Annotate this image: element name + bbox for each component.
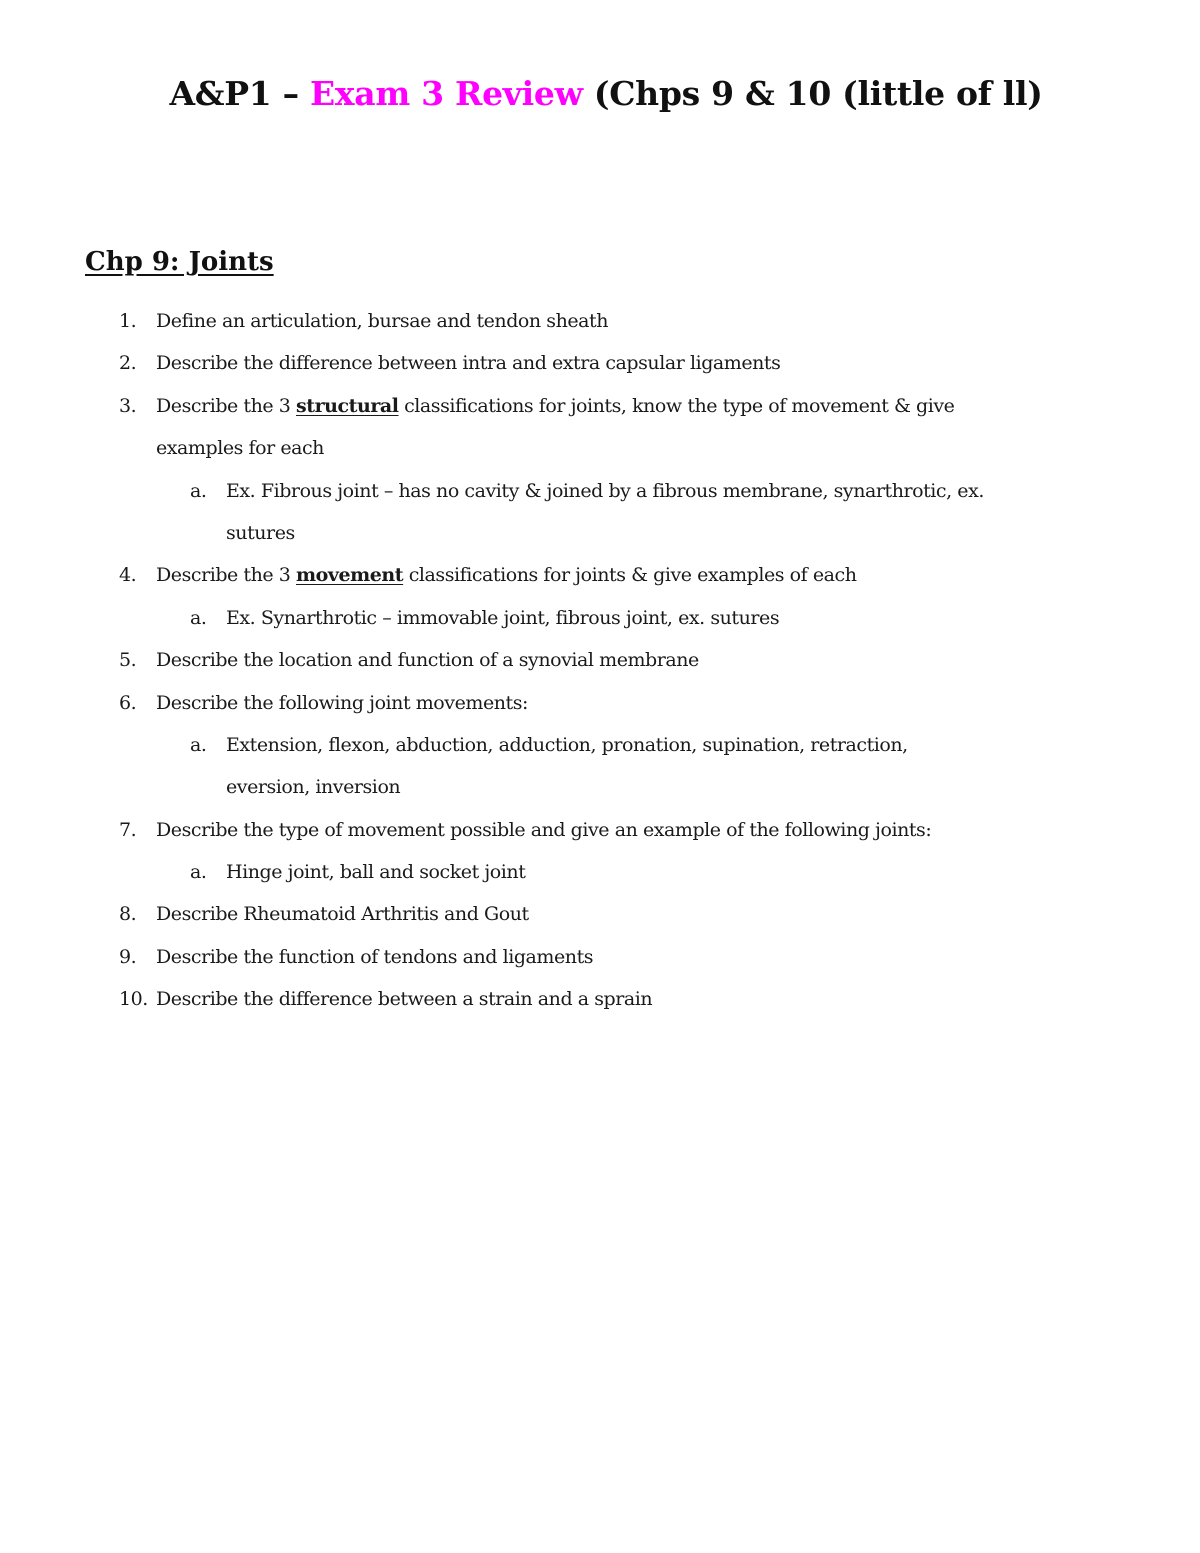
item-number: 8. [119,903,137,926]
emphasized-term: structural [296,394,399,417]
title-suffix: (Chps 9 & 10 (little of ll) [582,74,1043,113]
sub-item [0,724,1200,766]
item-text-post: classifications for joints & give examples of each [403,564,857,587]
list-item [0,385,1200,427]
item-text: Describe the difference between a strain and a sprain [156,988,653,1011]
item-number: 7. [119,818,137,841]
list-item [0,682,1200,724]
item-text: Describe the difference between intra and extra capsular ligaments [156,352,781,375]
item-text: Define an articulation, bursae and tendon sheath [156,310,609,332]
list-item [0,978,1200,1020]
sub-item [0,597,1200,639]
document-title [0,74,1200,114]
sub-item-letter: a. [190,479,207,502]
item-number: 1. [119,310,137,332]
title-prefix: A&P1 – [169,74,311,113]
list-item [0,342,1200,384]
sub-item [0,470,1200,512]
section-heading: Chp 9: Joints [85,247,274,277]
sub-item-letter: a. [190,861,207,884]
review-question-list [0,300,1200,1021]
item-text: Describe the type of movement possible and give an example of the following joints: [156,818,932,841]
item-text-post: classifications for joints, know the type of movement & give [398,394,955,417]
sub-item-text: Extension, flexon, abduction, adduction, pronation, supination, retraction, [226,733,908,756]
title-accent: Exam 3 Review [310,74,583,113]
item-text [156,385,954,427]
sub-item-continuation [0,512,1200,554]
sub-item [0,851,1200,893]
item-text [156,554,857,596]
item-number: 3. [119,394,137,417]
sub-item-letter: a. [190,606,207,629]
emphasized-term: movement [296,564,404,587]
sub-item-text: Ex. Synarthrotic – immovable joint, fibrous joint, ex. sutures [226,606,780,629]
sub-item-text: Hinge joint, ball and socket joint [226,861,526,884]
item-number: 9. [119,945,137,968]
sub-item-text-continued: sutures [226,521,295,544]
item-number: 4. [119,564,137,587]
item-number: 2. [119,352,137,375]
sub-item-continuation [0,766,1200,808]
item-number: 6. [119,691,137,714]
list-item [0,893,1200,935]
item-text: Describe the location and function of a synovial membrane [156,649,699,672]
sub-item-text-continued: eversion, inversion [226,776,401,799]
item-text-pre: Describe the 3 [156,394,297,417]
item-number: 10. [119,988,148,1011]
sub-item-text: Ex. Fibrous joint – has no cavity & joined by a fibrous membrane, synarthrotic, ex. [226,479,984,502]
list-item-continuation [0,427,1200,469]
item-text: Describe the function of tendons and ligaments [156,945,594,968]
item-text: Describe Rheumatoid Arthritis and Gout [156,903,529,926]
list-item [0,639,1200,681]
item-text-continued: examples for each [156,437,324,460]
list-item [0,300,1200,342]
item-text: Describe the following joint movements: [156,691,528,714]
sub-item-letter: a. [190,733,207,756]
item-text-pre: Describe the 3 [156,564,297,587]
item-number: 5. [119,649,137,672]
list-item [0,936,1200,978]
list-item [0,809,1200,851]
list-item [0,554,1200,596]
